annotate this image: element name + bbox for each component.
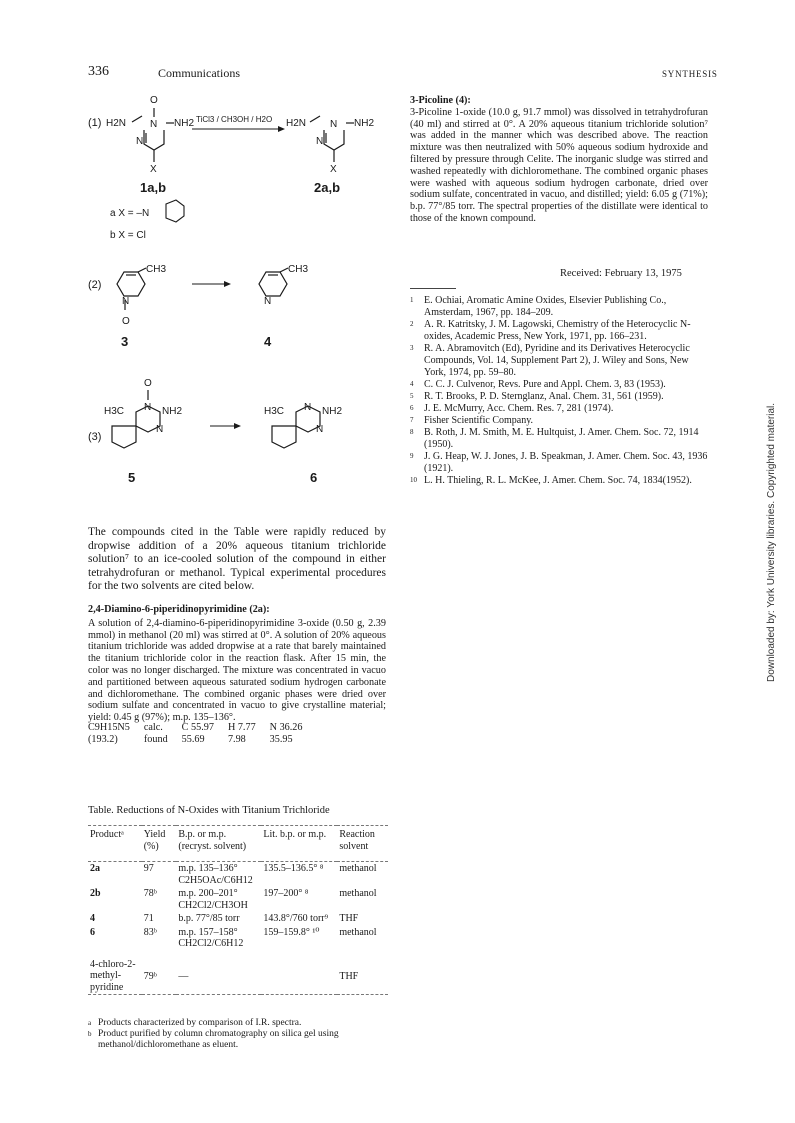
- intro-paragraph: The compounds cited in the Table were rapidly reduced by dropwise addition of a 20% aqueous titanium trichloride solution⁷ to an ice-cooled solution of the compound in either tetrahydrofuran or methanol. Typical experimental procedures for the two solvents are cited below.: [88, 526, 386, 592]
- reference-item: 9 J. G. Heap, W. J. Jones, J. B. Speakman, J. Amer. Chem. Soc. 43, 1936 (1921).: [410, 451, 708, 474]
- svg-text:N: N: [156, 424, 164, 435]
- scheme-1-label: (1): [88, 117, 102, 129]
- piperidine-icon: [166, 200, 184, 222]
- svg-text:N: N: [122, 296, 130, 307]
- svg-text:N: N: [316, 136, 324, 147]
- svg-text:N: N: [330, 119, 338, 130]
- reference-item: 3 R. A. Abramovitch (Ed), Pyridine and its Derivatives Heterocyclic Compounds, Vol. 14, Supplement Part 2), J. Wiley and Sons, New York, 1974, pp. 59–80.: [410, 343, 690, 378]
- compound-label-4: 4: [264, 334, 272, 349]
- formula: C9H15N5: [88, 722, 130, 733]
- svg-text:CH3: CH3: [288, 264, 309, 275]
- table-row: 2a 97 m.p. 135–136° C2H5OAc/C6H12 135.5–136.5° ⁸ methanol: [90, 863, 377, 886]
- svg-text:O: O: [122, 316, 130, 327]
- journal-name: SYNTHESIS: [662, 69, 718, 79]
- svg-text:NH2: NH2: [354, 118, 375, 129]
- pyridine-ring: [259, 268, 288, 296]
- svg-text:H2N: H2N: [106, 118, 127, 129]
- svg-text:O: O: [150, 95, 158, 106]
- svg-text:X: X: [150, 164, 157, 175]
- table-row: 4-chloro-2-methyl-pyridine 79ᵇ — THF: [90, 958, 359, 993]
- procedure-2a: [88, 604, 386, 724]
- footnote-a: a Products characterized by comparison of I.R. spectra.: [88, 1018, 302, 1028]
- reference-item: 10 L. H. Thieling, R. L. McKee, J. Amer. Chem. Soc. 74, 1834(1952).: [410, 475, 692, 486]
- table-row: 6 83ᵇ m.p. 157–158° CH2Cl2/C6H12 159–159.8° ¹⁰ methanol: [90, 926, 377, 949]
- pyrimidine-ring-sm: [132, 108, 174, 162]
- reference-item: 8 B. Roth, J. M. Smith, M. E. Hultquist, J. Amer. Chem. Soc. 72, 1914 (1950).: [410, 427, 699, 450]
- page-number: 336: [88, 64, 109, 79]
- svg-text:O: O: [144, 378, 152, 389]
- compound-label-1ab: 1a,b: [140, 180, 167, 195]
- definition-b: b X = Cl: [110, 230, 146, 241]
- svg-text:H3C: H3C: [264, 406, 285, 417]
- reference-item: 1 E. Ochiai, Aromatic Amine Oxides, Elsevier Publishing Co., Amsterdam, 1967, pp. 184–209.: [410, 295, 667, 318]
- quinazoline-oxide-ring: [112, 390, 160, 448]
- scheme-3: [88, 370, 388, 488]
- svg-text:CH3: CH3: [146, 264, 167, 275]
- table-row: 4 71 b.p. 77°/85 torr 143.8°/760 torr⁹ THF: [90, 913, 359, 924]
- footnote-b: b Product purified by column chromatography on silica gel using methanol/dichloromethane as eluent.: [88, 1029, 339, 1050]
- procedure-4: [410, 95, 708, 225]
- svg-text:N: N: [136, 136, 144, 147]
- table-footnotes: [88, 1018, 388, 1051]
- svg-text:H3C: H3C: [104, 406, 125, 417]
- svg-text:NH2: NH2: [162, 406, 183, 417]
- definition-a: a X = –N: [110, 208, 150, 219]
- scheme-1: [88, 92, 388, 252]
- scheme-2: [88, 262, 388, 352]
- table-header-row: Productᵃ Yield (%) B.p. or m.p. (recryst. solvent) Lit. b.p. or m.p. Reaction solvent: [88, 826, 388, 856]
- reference-item: 5 R. T. Brooks, P. D. Sternglanz, Anal. Chem. 31, 561 (1959).: [410, 391, 664, 402]
- svg-text:N: N: [264, 296, 272, 307]
- reference-item: 7 Fisher Scientific Company.: [410, 415, 534, 426]
- reference-item: 2 A. R. Katritsky, J. M. Lagowski, Chemistry of the Heterocyclic N-oxides, Academic Press, New York, 1971, pp. 166–231.: [410, 319, 691, 342]
- reagent-label: TiCl3 / CH3OH / H2O: [196, 115, 273, 124]
- procedure-2a-title: 2,4-Diamino-6-piperidinopyrimidine (2a):: [88, 604, 270, 615]
- compound-label-6: 6: [310, 470, 318, 485]
- svg-text:N: N: [144, 402, 152, 413]
- svg-text:NH2: NH2: [322, 406, 343, 417]
- section-title: Communications: [158, 66, 240, 80]
- procedure-2a-text: A solution of 2,4-diamino-6-piperidinopyrimidine 3-oxide (0.50 g, 2.39 mmol) in methanol (20 ml) was stirred at 0°. A solution of 20% aqueous titanium trichloride was added dropwise at a rate that barely maintained the titanium trichloride color in the reaction flask. After 15 min, the color was no longer discharged. The mixture was concentrated in vacuo and partitioned between aqueous saturated sodium hydrogen carbonate and dichloromethane. The combined organic phases were dried over sodium sulfate and concentrated in vacuo to give crystalline material; yield: 0.45 g (97%); m.p. 135–136°.: [88, 617, 386, 724]
- scheme-2-label: (2): [88, 279, 102, 291]
- procedure-4-title: 3-Picoline (4):: [410, 95, 471, 106]
- references: [410, 288, 710, 487]
- compound-label-5: 5: [128, 470, 136, 485]
- compound-label-3: 3: [121, 334, 129, 349]
- reference-item: 4 C. C. J. Culvenor, Revs. Pure and Appl. Chem. 3, 83 (1953).: [410, 379, 666, 390]
- molecular-weight: (193.2): [88, 734, 118, 745]
- procedure-4-text: 3-Picoline 1-oxide (10.0 g, 91.7 mmol) was dissolved in tetrahydrofuran (40 ml) and stirred at 0°. A 20% aqueous titanium trichloride solution⁷ was added in the manner which was described above. The reaction mixture was then neutralized with 50% aqueous sodium hydroxide and filtered by pressure through Celite. The inorganic sludge was stirred and washed repeatedly with dichloromethane. The combined organic phases were washed with aqueous sodium hydrogen carbonate, dried over sodium sulfate, concentrated in vacuo, and distilled; yield: 6.05 g (71%); b.p. 77°/85 torr. The spectral properties of the distillate were identical to those of the known compound.: [410, 106, 708, 224]
- scheme-3-label: (3): [88, 431, 102, 443]
- svg-text:N: N: [150, 119, 158, 130]
- svg-text:N: N: [304, 402, 312, 413]
- reductions-table: [88, 825, 388, 997]
- compound-label-2ab: 2a,b: [314, 180, 341, 195]
- table-row: 2b 78ᵇ m.p. 200–201° CH2Cl2/CH3OH 197–200° ⁸ methanol: [90, 888, 377, 911]
- svg-text:X: X: [330, 164, 337, 175]
- svg-text:N: N: [316, 424, 324, 435]
- svg-text:NH2: NH2: [174, 118, 195, 129]
- svg-text:H2N: H2N: [286, 118, 307, 129]
- table-title: Table. Reductions of N-Oxides with Titanium Trichloride: [88, 805, 330, 816]
- received-date: Received: February 13, 1975: [560, 268, 682, 279]
- elemental-analysis: C9H15N5 calc. C 55.97 H 7.77 N 36.26 (193.2) found 55.69 7.98 35.95: [88, 722, 303, 745]
- reference-item: 6 J. E. McMurry, Acc. Chem. Res. 7, 281 (1974).: [410, 403, 614, 414]
